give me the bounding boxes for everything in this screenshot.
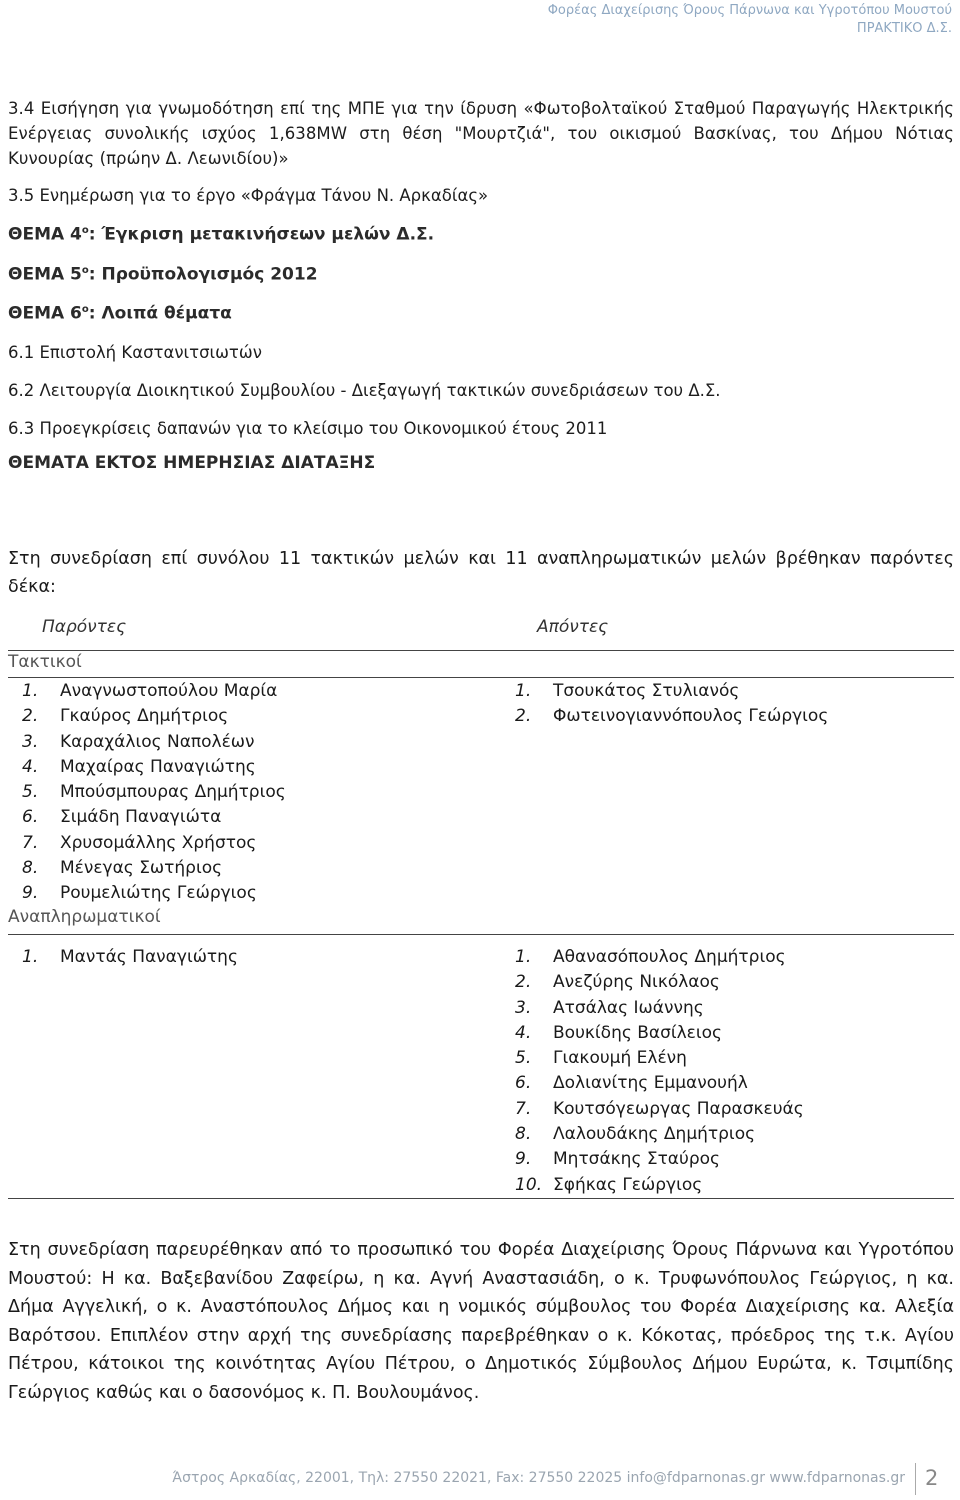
- theme-4: ΘΕΜΑ $4^o$: Έγκριση μετακινήσεων μελών Δ.Σ.: [8, 224, 435, 245]
- member-name: Αθανασόπουλος Δημήτριος: [553, 947, 786, 967]
- page-number: 2: [925, 1466, 939, 1490]
- regular-present-list: [22, 679, 286, 907]
- list-item: [515, 679, 828, 704]
- agenda-item-6-1: 6.1 Επιστολή Καστανιτσιωτών: [8, 342, 262, 362]
- list-item: [515, 1173, 804, 1198]
- present-column-heading: Παρόντες: [42, 617, 127, 637]
- list-item-number: 5.: [22, 782, 39, 803]
- member-name: Καραχάλιος Ναπολέων: [60, 731, 255, 752]
- agenda-section: [8, 96, 954, 477]
- theme-6: ΘΕΜΑ $6^o$: Λοιπά θέματα: [8, 303, 232, 324]
- agenda-item-3-4: 3.4 Εισήγηση για γνωμοδότηση επί της ΜΠΕ για την ίδρυση «Φωτοβολταϊκού Σταθμού Παραγωγής Ηλεκτρικής Ενέργειας συνολικής ισχύος 1,638MW στη θέση "Μουρτζιά", του οικισμού Βασκίνας, του Δήμου Νότιας Κυνουρίας (πρώην Δ. Λεωνιδίου)»: [8, 99, 954, 168]
- agenda-item-3-5: 3.5 Ενημέρωση για το έργο «Φράγμα Τάνου Ν. Αρκαδίας»: [8, 186, 489, 205]
- list-item: [22, 780, 286, 805]
- regular-absent-list: [515, 679, 828, 730]
- list-item: [22, 679, 286, 704]
- page-number-divider: [915, 1463, 916, 1495]
- list-item: [515, 1122, 804, 1147]
- list-item-number: 2.: [515, 706, 532, 727]
- list-item: [515, 1046, 804, 1071]
- member-name: Δολιανίτης Εμμανουήλ: [553, 1073, 748, 1094]
- alternate-members-heading: Αναπληρωματικοί: [8, 907, 161, 927]
- member-name: Αναγνωστοπούλου Μαρία: [60, 681, 278, 701]
- list-item: [515, 945, 804, 970]
- list-item-number: 1.: [515, 947, 532, 967]
- member-name: Φωτεινογιαννόπουλος Γεώργιος: [553, 706, 829, 727]
- list-item-number: 2.: [515, 972, 532, 993]
- list-item: [515, 970, 804, 995]
- footer-contact: Άστρος Αρκαδίας, 22001, Τηλ: 27550 22021, Fax: 27550 22025 info@fdparnonas.gr www.fdparnonas.gr: [172, 1470, 905, 1486]
- list-item: [22, 831, 286, 856]
- list-item-number: 8.: [22, 858, 39, 879]
- attendance-intro: Στη συνεδρίαση επί συνόλου 11 τακτικών μελών και 11 αναπληρωματικών μελών βρέθηκαν παρόντες δέκα:: [8, 549, 954, 597]
- list-item-number: 4.: [515, 1022, 532, 1043]
- member-name: Ανεζύρης Νικόλαος: [553, 972, 720, 993]
- divider: [8, 1198, 954, 1199]
- list-item-number: 1.: [22, 681, 39, 701]
- list-item-number: 1.: [22, 947, 39, 967]
- list-item: [515, 704, 828, 729]
- list-item-number: 7.: [515, 1098, 532, 1119]
- list-item-number: 2.: [22, 706, 39, 727]
- list-item-number: 6.: [515, 1073, 532, 1094]
- member-name: Γκαύρος Δημήτριος: [60, 706, 229, 727]
- list-item-number: 3.: [515, 997, 532, 1018]
- list-item-number: 3.: [22, 731, 39, 752]
- member-name: Μαντάς Παναγιώτης: [60, 947, 238, 967]
- member-name: Τσουκάτος Στυλιανός: [553, 681, 740, 701]
- divider: [8, 934, 954, 935]
- alternate-absent-list: [515, 945, 804, 1198]
- list-item: [515, 1097, 804, 1122]
- list-item-number: 7.: [22, 832, 39, 853]
- list-item: [515, 996, 804, 1021]
- member-name: Ατσάλας Ιωάννης: [553, 997, 704, 1018]
- member-name: Μητσάκης Σταύρος: [553, 1149, 721, 1170]
- list-item: [515, 1071, 804, 1096]
- member-name: Σφήκας Γεώργιος: [553, 1174, 703, 1195]
- member-name: Μπούσμπουρας Δημήτριος: [60, 782, 286, 803]
- list-item-number: 6.: [22, 807, 39, 828]
- list-item: [22, 881, 286, 906]
- theme-5: ΘΕΜΑ $5^o$: Προϋπολογισμός 2012: [8, 264, 318, 285]
- attendees-staff-paragraph: Στη συνεδρίαση παρευρέθηκαν από το προσωπικό του Φορέα Διαχείρισης Όρους Πάρνωνα και Υγροτόπου Μουστού: Η κα. Βαξεβανίδου Ζαφείρω, η κα. Αγνή Αναστασιάδη, ο κ. Τρυφωνόπουλος Γεώργιος, η κα. Δήμα Αγγελική, ο κ. Αναστόπουλος Δήμος και η νομικός σύμβουλος του Φορέα Διαχείρισης κα. Αλεξία Βαρότσου. Επιπλέον στην αρχή της συνεδρίασης παρεβρέθηκαν ο κ. Κόκοτας, πρόεδρος της τ.κ. Αγίου Πέτρου, κάτοικοι της κοινότητας Αγίου Πέτρου, ο Δημοτικός Σύμβουλος Δήμου Ευρώτα, κ. Τσιμπίδης Γεώργιος καθώς και ο δασονόμος κ. Π. Βουλουμάνος.: [8, 1240, 954, 1403]
- member-name: Γιακουμή Ελένη: [553, 1048, 687, 1069]
- member-name: Ρουμελιώτης Γεώργιος: [60, 883, 257, 904]
- list-item: [515, 1147, 804, 1172]
- list-item-number: 5.: [515, 1048, 532, 1069]
- list-item: [22, 730, 286, 755]
- member-name: Σιμάδη Παναγιώτα: [60, 807, 222, 828]
- member-name: Μαχαίρας Παναγιώτης: [60, 756, 256, 777]
- list-item-number: 9.: [515, 1149, 532, 1170]
- extra-topics-heading: ΘΕΜΑΤΑ ΕΚΤΟΣ ΗΜΕΡΗΣΙΑΣ ΔΙΑΤΑΞΗΣ: [8, 452, 376, 473]
- member-name: Κουτσόγεωργας Παρασκευάς: [553, 1098, 804, 1119]
- list-item-number: 4.: [22, 756, 39, 777]
- header-organization: Φορέας Διαχείρισης Όρους Πάρνωνα και Υγροτόπου Μουστού: [547, 3, 952, 18]
- member-name: Χρυσομάλλης Χρήστος: [60, 832, 257, 853]
- list-item-number: 9.: [22, 883, 39, 904]
- agenda-item-6-2: 6.2 Λειτουργία Διοικητικού Συμβουλίου - Διεξαγωγή τακτικών συνεδριάσεων του Δ.Σ.: [8, 380, 721, 400]
- list-item-number: 8.: [515, 1124, 532, 1145]
- header-document-title: ΠΡΑΚΤΙΚΟ Δ.Σ.: [856, 21, 952, 36]
- member-name: Βουκίδης Βασίλειος: [553, 1022, 723, 1043]
- list-item: [22, 805, 286, 830]
- list-item: [22, 704, 286, 729]
- member-name: Μένεγας Σωτήριος: [60, 858, 223, 879]
- list-item: [22, 856, 286, 881]
- list-item: [22, 755, 286, 780]
- divider: [8, 650, 954, 651]
- list-item-number: 1.: [515, 681, 532, 701]
- absent-column-heading: Απόντες: [537, 617, 609, 637]
- alternate-present-list: [22, 945, 238, 970]
- list-item-number: 10.: [515, 1174, 543, 1195]
- regular-members-heading: Τακτικοί: [8, 652, 82, 672]
- divider: [8, 677, 954, 678]
- list-item: [22, 945, 238, 970]
- agenda-item-6-3: 6.3 Προεγκρίσεις δαπανών για το κλείσιμο του Οικονομικού έτους 2011: [8, 418, 608, 438]
- member-name: Λαλουδάκης Δημήτριος: [553, 1124, 756, 1145]
- list-item: [515, 1021, 804, 1046]
